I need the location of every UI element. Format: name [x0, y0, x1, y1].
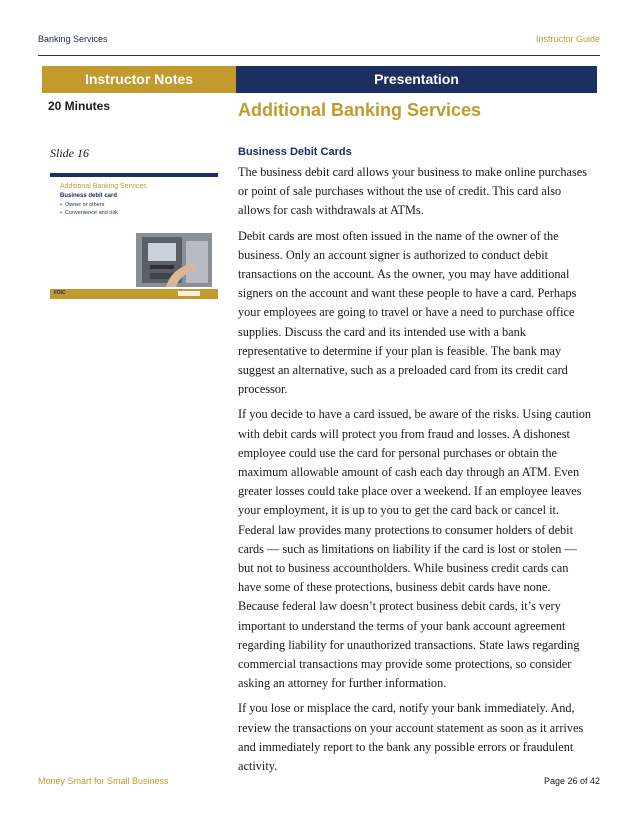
- presentation-heading: Presentation: [236, 66, 597, 93]
- slide-bullet: • Owner or others: [60, 201, 118, 209]
- slide-top-bar: [50, 173, 218, 177]
- slide-bullet: • Convenience and risk: [60, 209, 118, 217]
- presentation-title: Additional Banking Services: [238, 100, 482, 120]
- section-heading: Business Debit Cards: [238, 146, 352, 158]
- page-number: Page 26 of 42: [543, 776, 600, 786]
- slide-footer-bar: [50, 289, 218, 299]
- body-paragraph: The business debit card allows your business to make online purchases or point of sale purchases without the use of credit. This card also allows for cash withdrawals at ATMs.: [238, 165, 588, 218]
- instructor-notes-heading: Instructor Notes: [42, 66, 236, 93]
- header-guide-label: Instructor Guide: [535, 34, 600, 44]
- atm-photo-icon: [136, 233, 212, 287]
- header-title: Banking Services: [38, 34, 108, 44]
- presentation-body: [238, 163, 594, 782]
- slide-title: Additional Banking Services: [60, 183, 147, 190]
- body-paragraph: Debit cards are most often issued in the name of the owner of the business. Only an account signer is authorized to conduct debit transactions on the account. As the owner, you may have additional signers on the account and want these people to have a card. Perhaps your employees are going to travel or have a need to purchase office supplies. Discuss the card and its intended use with a bank representative to determine if your plan is feasible. The bank may suggest an alternative, such as a preloaded card from its credit card processor.: [238, 228, 577, 397]
- slide-brand-mark: [178, 291, 200, 296]
- slide-subtitle: Business debit card: [60, 193, 118, 199]
- duration-label: 20 Minutes: [48, 99, 111, 113]
- footer-course-title: Money Smart for Small Business: [38, 776, 169, 786]
- header-divider: [38, 55, 600, 56]
- body-paragraph: If you lose or misplace the card, notify your bank immediately. And, review the transactions on your account statement as soon as it arrives and immediately report to the bank any possible errors or fraudulent activity.: [238, 701, 584, 774]
- body-paragraph: If you decide to have a card issued, be aware of the risks. Using caution with debit cards will protect you from fraud and losses. A dishonest employee could use the card for personal purchases or obtain the maximum allowable amount of cash each day through an ATM. Even greater losses could take place over a weekend. If an employee leaves your employment, it is up to you to get the card back or cancel it. Federal law provides many protections to consumer holders of debit cards — such as limitations on liability if the card is lost or stolen — but not to business accountholders. While business credit cards can have some of these protections, business debit cards have none. Because federal law doesn’t protect business debit cards, it’s very important to understand the terms of your bank account agreement regarding liability for unauthorized transactions. State laws regarding commercial transactions may provide some protections, so consider asking an attorney for further information.: [238, 407, 592, 691]
- slide-thumbnail: [50, 173, 218, 299]
- slide-bullet-list: [60, 201, 118, 217]
- slide-number: Slide 16: [50, 146, 89, 160]
- fdic-logo: FDIC: [54, 290, 66, 296]
